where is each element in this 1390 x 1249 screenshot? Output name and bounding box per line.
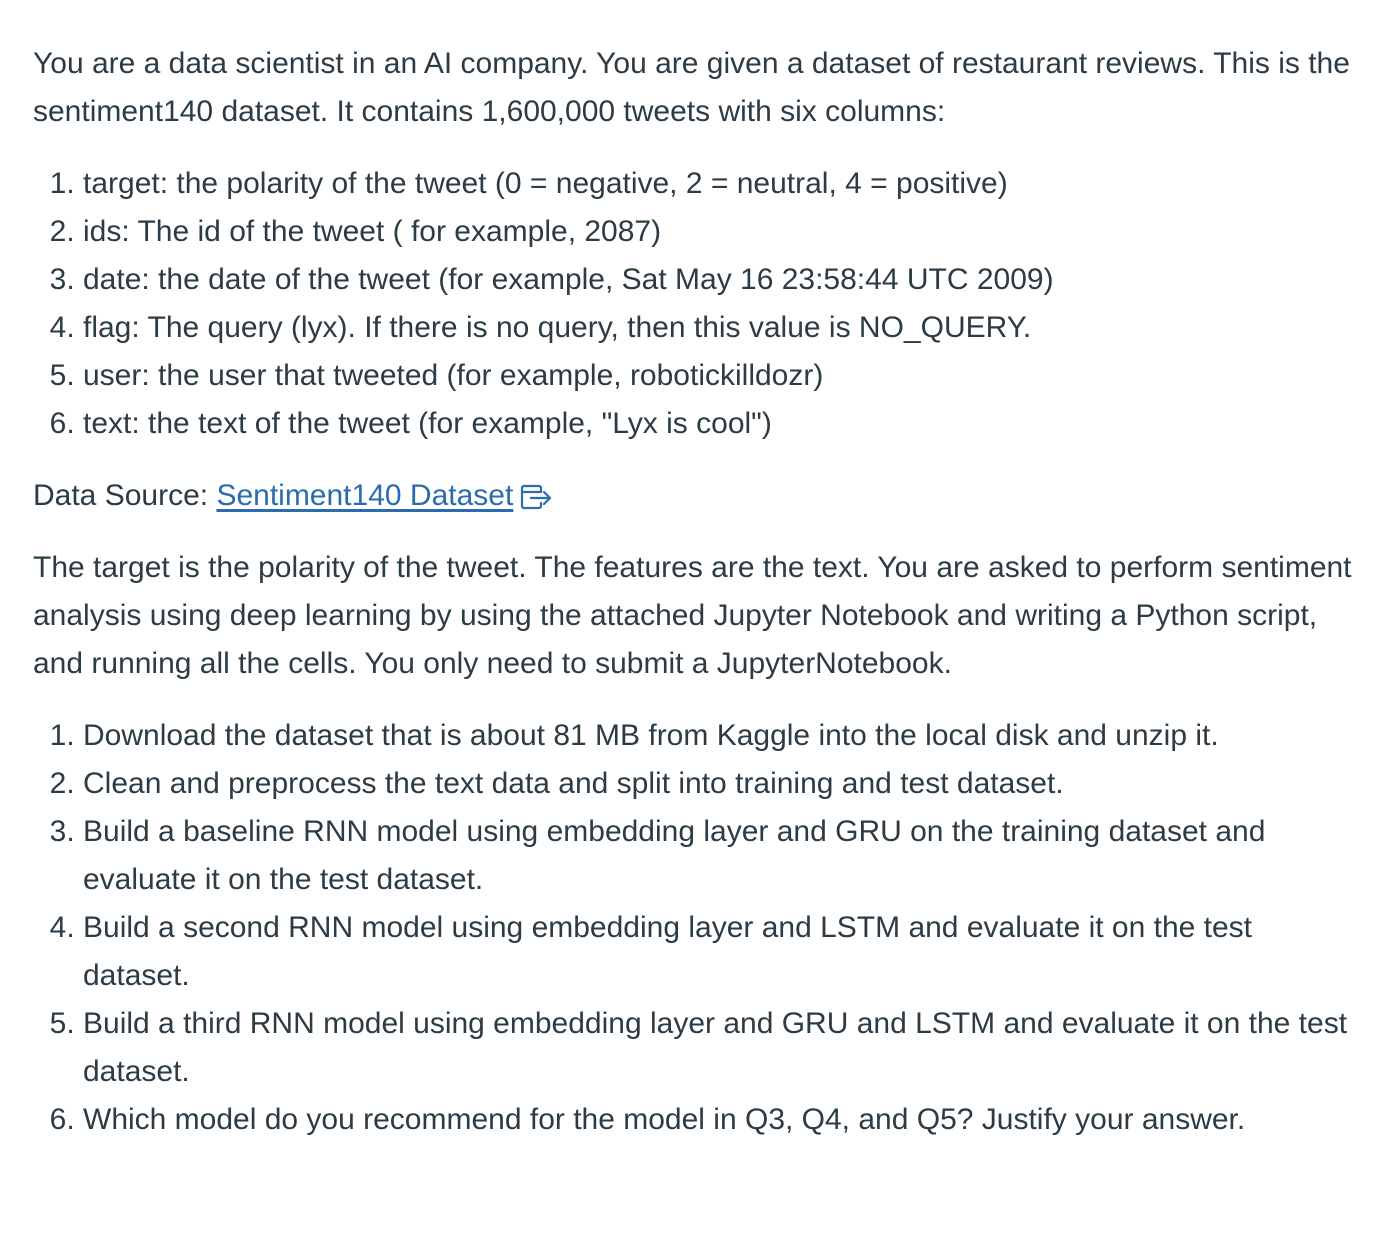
list-item: 2. Clean and preprocess the text data and split into training and test dataset. <box>83 760 1358 808</box>
list-item: 1. Download the dataset that is about 81 MB from Kaggle into the local disk and unzip it. <box>83 712 1358 760</box>
data-source-line <box>33 472 1358 520</box>
list-item: 6. Which model do you recommend for the model in Q3, Q4, and Q5? Justify your answer. <box>83 1096 1358 1144</box>
list-item: 4. flag: The query (lyx). If there is no query, then this value is NO_QUERY. <box>83 304 1358 352</box>
external-link-icon[interactable] <box>519 478 553 506</box>
list-item: 3. date: the date of the tweet (for example, Sat May 16 23:58:44 UTC 2009) <box>83 256 1358 304</box>
list-item: 3. Build a baseline RNN model using embedding layer and GRU on the training dataset and evaluate it on the test dataset. <box>83 808 1358 904</box>
list-item: 5. user: the user that tweeted (for example, robotickilldozr) <box>83 352 1358 400</box>
list-item: 5. Build a third RNN model using embedding layer and GRU and LSTM and evaluate it on the test dataset. <box>83 1000 1358 1096</box>
task-paragraph: The target is the polarity of the tweet. The features are the text. You are asked to perform sentiment analysis using deep learning by using the attached Jupyter Notebook and writing a Python script, and running all the cells. You only need to submit a JupyterNotebook. <box>33 551 1352 680</box>
intro-paragraph: You are a data scientist in an AI company. You are given a dataset of restaurant reviews. This is the sentiment140 dataset. It contains 1,600,000 tweets with six columns: <box>33 47 1350 128</box>
list-item: 2. ids: The id of the tweet ( for example, 2087) <box>83 208 1358 256</box>
steps-list <box>33 712 1358 1144</box>
list-item: 6. text: the text of the tweet (for example, "Lyx is cool") <box>83 400 1358 448</box>
data-source-label: Data Source: <box>33 479 217 512</box>
columns-list <box>33 160 1358 448</box>
assignment-content <box>33 40 1358 1144</box>
list-item: 1. target: the polarity of the tweet (0 = negative, 2 = neutral, 4 = positive) <box>83 160 1358 208</box>
sentiment140-dataset-link[interactable]: Sentiment140 Dataset <box>216 479 514 512</box>
list-item: 4. Build a second RNN model using embedding layer and LSTM and evaluate it on the test dataset. <box>83 904 1358 1000</box>
